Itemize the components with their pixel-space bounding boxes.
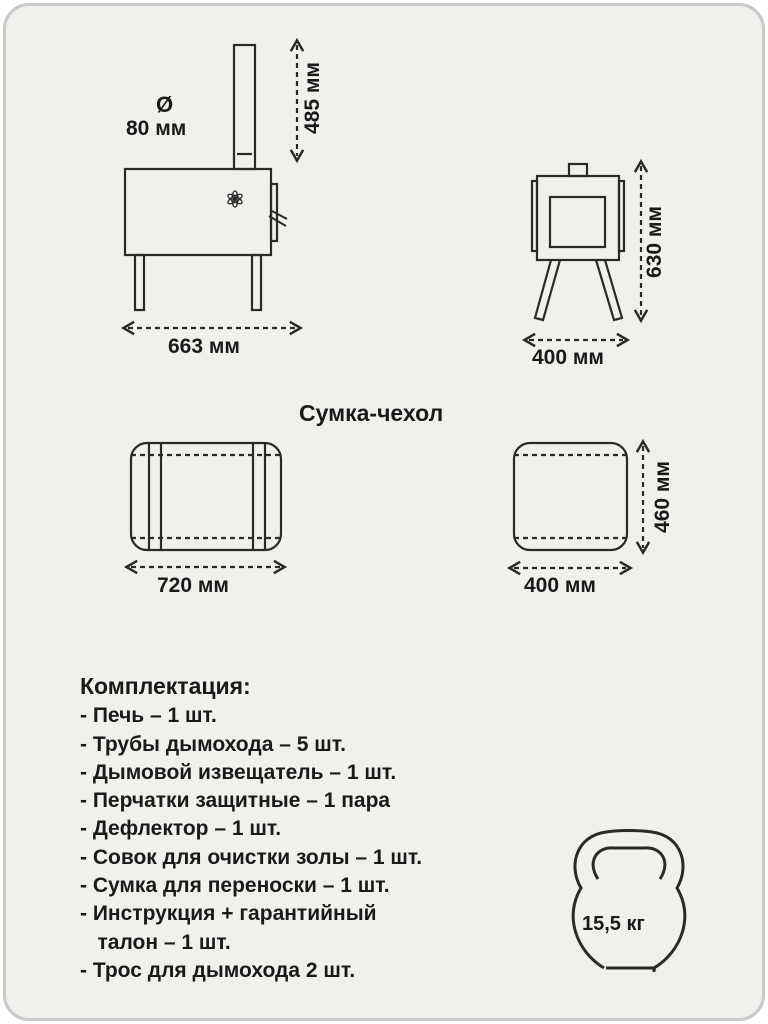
list-item: - Дымовой извещатель – 1 шт. [80,760,397,784]
bag-front-width-label: 400 мм [524,574,596,597]
stove-height-label: 630 мм [643,206,666,278]
stove-side-view [125,45,287,310]
product-card [3,3,765,1021]
chimney-pipe [234,45,255,169]
stove-leg [135,255,144,310]
list-item: - Печь – 1 шт. [80,704,217,728]
chimney-pipe [569,164,587,176]
list-item: - Дефлектор – 1 шт. [80,817,282,841]
weight-label: 15,5 кг [582,913,645,935]
stove-width-label: 663 мм [168,335,240,358]
pipe-diameter-label: 80 мм [126,117,187,140]
kettlebell-icon [573,831,685,973]
flame-logo-icon [227,191,244,207]
list-item: - Перчатки защитные – 1 пара [80,789,391,813]
stove-leg [252,255,261,310]
bag-width-label: 720 мм [157,574,229,597]
stove-leg [535,260,560,320]
stove-leg [596,260,622,320]
stove-body [125,169,271,255]
list-item: - Совок для очистки золы – 1 шт. [80,845,423,869]
bag-title: Сумка-чехол [299,400,444,426]
list-item: - Инструкция + гарантийный [80,902,377,926]
kit-title: Комплектация: [80,673,251,699]
kit-list [80,672,422,985]
pipe-height-label: 485 мм [301,62,324,134]
list-item: - Трубы дымохода – 5 шт. [80,732,347,756]
bag-side-view [131,443,281,550]
bag-height-label: 460 мм [651,461,674,533]
list-item: - Сумка для переноски – 1 шт. [80,874,390,898]
list-item: талон – 1 шт. [80,930,231,954]
stove-front-view [532,164,624,320]
stove-door [550,197,605,247]
bag-front-view [514,443,627,550]
pipe-diameter-symbol: Ø [156,92,174,117]
list-item: - Трос для дымохода 2 шт. [80,958,356,982]
stove-front-width-label: 400 мм [532,346,604,369]
